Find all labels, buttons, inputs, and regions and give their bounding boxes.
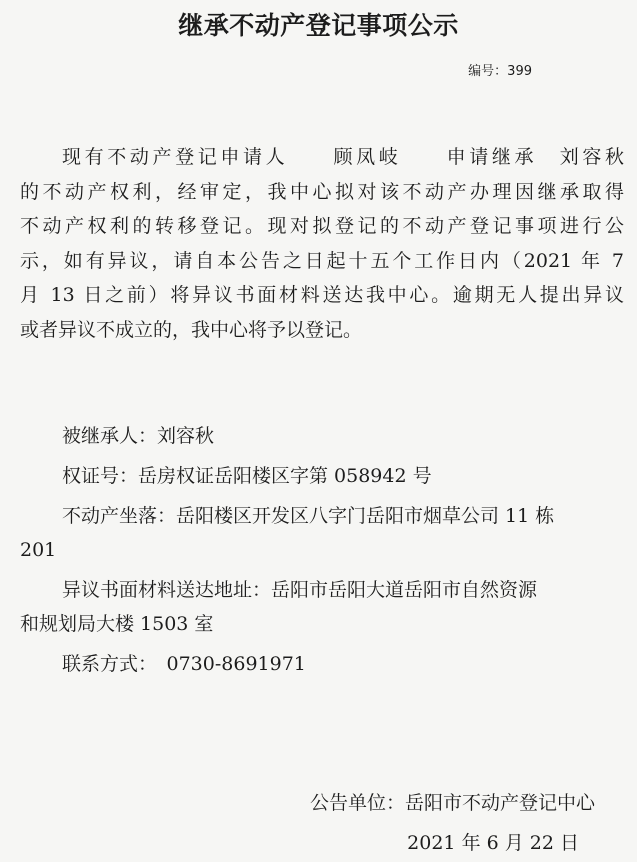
- property-location-line-cont: 201: [20, 539, 57, 561]
- certificate-number-line: 权证号：岳房权证岳阳楼区字第 058942 号: [62, 465, 432, 487]
- publish-date: 2021 年 6 月 22 日: [407, 832, 579, 854]
- property-location-line: 不动产坐落：岳阳楼区开发区八字门岳阳市烟草公司 11 栋: [62, 505, 555, 527]
- decedent-line: 被继承人：刘容秋: [62, 425, 215, 447]
- body-line: 或者异议不成立的，我中心将予以登记。: [20, 318, 363, 341]
- document-number: 编号：399: [468, 64, 532, 79]
- notice-title: 继承不动产登记事项公示: [178, 11, 459, 40]
- notice-body: [20, 140, 624, 347]
- publisher-line: 公告单位：岳阳市不动产登记中心: [309, 792, 595, 814]
- body-line: 不动产权利的转移登记。现对拟登记的不动产登记事项进行公: [20, 215, 624, 237]
- body-line: 示，如有异议，请自本公告之日起十五个工作日内（2021 年 7: [20, 249, 624, 272]
- body-line: 现有不动产登记申请人 顾凤岐 申请继承 刘容秋: [62, 146, 624, 168]
- notice-details: [20, 419, 624, 681]
- objection-address-line-cont: 和规划局大楼 1503 室: [20, 613, 214, 635]
- body-line: 的不动产权利，经审定，我中心拟对该不动产办理因继承取得: [20, 180, 624, 203]
- objection-address-line: 异议书面材料送达地址：岳阳市岳阳大道岳阳市自然资源: [62, 579, 538, 601]
- body-line: 月 13 日之前）将异议书面材料送达我中心。逾期无人提出异议: [20, 284, 624, 306]
- contact-line: 联系方式： 0730-8691971: [62, 653, 306, 675]
